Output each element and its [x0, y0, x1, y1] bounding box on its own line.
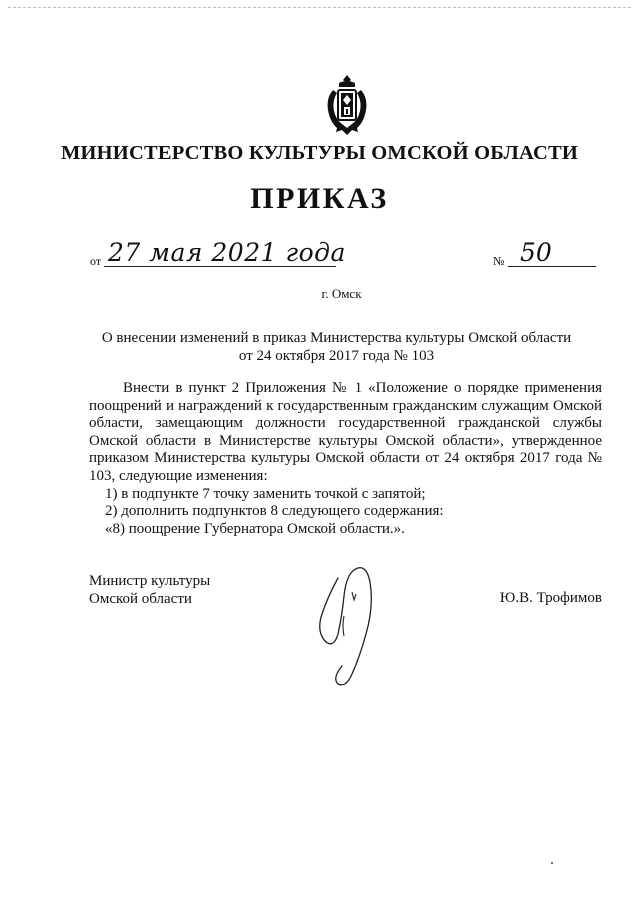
list-item-3: «8) поощрение Губернатора Омской области.». — [105, 520, 405, 537]
list-item-1: 1) в подпункте 7 точку заменить точкой с запятой; — [105, 485, 426, 502]
order-body — [89, 380, 602, 538]
signer-position — [89, 572, 210, 608]
signer-position-line-1: Министр культуры — [89, 573, 211, 589]
handwritten-date: 27 мая 2021 года — [108, 238, 346, 267]
city-line: г. Омск — [321, 286, 362, 301]
handwritten-signature — [308, 556, 388, 696]
subject-line-2: от 24 октября 2017 года № 103 — [238, 347, 435, 364]
list-item-2: 2) дополнить подпунктов 8 следующего содержания: — [105, 503, 444, 520]
handwritten-number: 50 — [520, 238, 552, 267]
scan-top-edge — [8, 7, 631, 8]
date-label: от — [90, 254, 102, 268]
signer-name: Ю.В. Трофимов — [499, 590, 602, 606]
coat-of-arms-emblem — [324, 74, 370, 136]
number-label: № — [493, 254, 505, 268]
subject-line-1: О внесении изменений в приказ Министерства культуры Омской области — [101, 330, 572, 346]
order-subject — [90, 330, 583, 365]
ministry-title: МИНИСТЕРСТВО КУЛЬТУРЫ ОМСКОЙ ОБЛАСТИ — [60, 142, 579, 164]
signer-position-line-2: Омской области — [89, 591, 192, 607]
body-paragraph: Внести в пункт 2 Приложения № 1 «Положение о порядке применения поощрений и награждений к государственным гражданским служащим Омской области, замещающим должности государственной гражданской службы Омской области в Министерстве культуры Омской области», утвержденное приказом Министерства культуры Омской области от 24 октября 2017 года № 103, следующие изменения: — [89, 380, 602, 484]
document-type-heading: ПРИКАЗ — [250, 182, 389, 215]
scan-speck — [551, 862, 553, 864]
